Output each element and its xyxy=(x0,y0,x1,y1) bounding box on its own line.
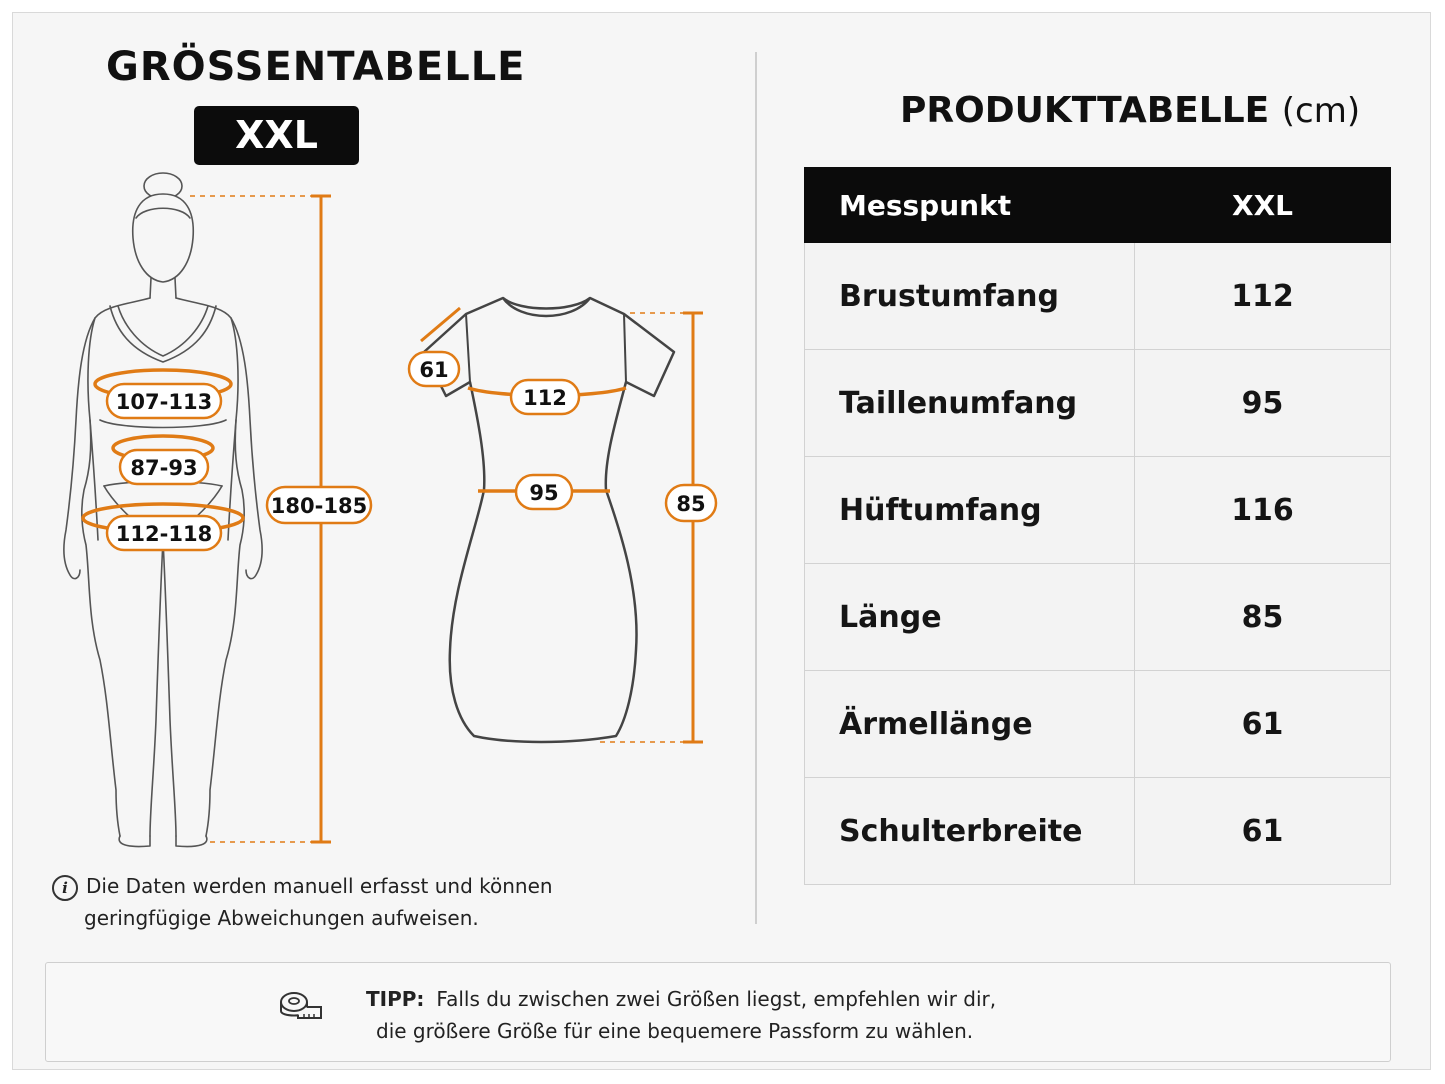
measuring-tape-icon xyxy=(278,987,324,1027)
label-height xyxy=(267,487,371,523)
table-row xyxy=(805,564,1391,671)
product-table-unit: (cm) xyxy=(1281,91,1361,131)
tip-label: TIPP: xyxy=(366,987,425,1011)
bust-value: 107-113 xyxy=(115,390,213,414)
row-value: 61 xyxy=(1135,671,1391,778)
dress-figure xyxy=(424,298,674,742)
waist-value: 87-93 xyxy=(130,456,198,480)
label-hip xyxy=(107,516,221,550)
product-table xyxy=(804,167,1391,885)
label-waist xyxy=(120,450,208,484)
size-chart-title: GRÖSSENTABELLE xyxy=(106,44,526,90)
row-value: 85 xyxy=(1135,564,1391,671)
table-row xyxy=(805,778,1391,885)
row-value: 116 xyxy=(1135,457,1391,564)
table-row xyxy=(805,457,1391,564)
header-measure-point: Messpunkt xyxy=(805,168,1135,243)
label-chest xyxy=(511,380,579,414)
label-bust xyxy=(107,384,221,418)
row-value: 112 xyxy=(1135,243,1391,350)
sleeve-value: 61 xyxy=(419,358,449,382)
row-value: 95 xyxy=(1135,350,1391,457)
header-size: XXL xyxy=(1135,168,1391,243)
hip-value: 112-118 xyxy=(115,522,213,546)
table-row xyxy=(805,350,1391,457)
row-label: Hüftumfang xyxy=(805,457,1135,564)
row-label: Taillenumfang xyxy=(805,350,1135,457)
size-badge: XXL xyxy=(194,106,359,165)
note-line-2: geringfügige Abweichungen aufweisen. xyxy=(84,906,479,930)
info-icon: i xyxy=(52,875,78,901)
disclaimer-note xyxy=(52,870,612,934)
chest-value: 112 xyxy=(523,386,567,410)
table-header-row xyxy=(805,168,1391,243)
label-length xyxy=(666,485,716,521)
tip-box xyxy=(45,962,1391,1062)
label-dress-waist xyxy=(516,475,572,509)
vertical-divider xyxy=(755,52,757,924)
label-sleeve xyxy=(409,352,459,386)
table-row xyxy=(805,671,1391,778)
row-value: 61 xyxy=(1135,778,1391,885)
tip-line-2: die größere Größe für eine bequemere Passform zu wählen. xyxy=(376,1019,974,1043)
note-line-1: Die Daten werden manuell erfasst und können xyxy=(86,874,553,898)
row-label: Schulterbreite xyxy=(805,778,1135,885)
row-label: Ärmellänge xyxy=(805,671,1135,778)
product-table-title xyxy=(900,90,1360,131)
row-label: Länge xyxy=(805,564,1135,671)
product-table-title-text: PRODUKTTABELLE xyxy=(900,90,1270,131)
measurement-figures xyxy=(0,0,760,870)
row-label: Brustumfang xyxy=(805,243,1135,350)
tip-line-1: Falls du zwischen zwei Größen liegst, empfehlen wir dir, xyxy=(436,987,997,1011)
dress-waist-value: 95 xyxy=(529,481,559,505)
height-value: 180-185 xyxy=(270,494,368,518)
length-value: 85 xyxy=(676,492,706,516)
tip-text xyxy=(366,983,996,1047)
table-row xyxy=(805,243,1391,350)
